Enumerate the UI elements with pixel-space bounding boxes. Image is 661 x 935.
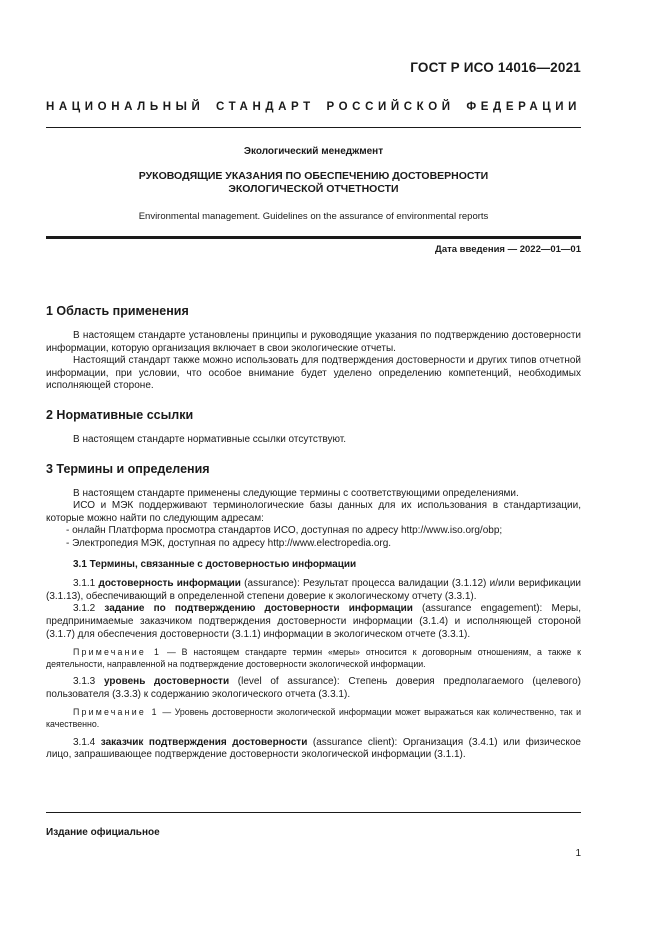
note — [46, 707, 581, 730]
standard-code: ГОСТ Р ИСО 14016—2021 — [410, 60, 581, 75]
term-name: задание по подтверждению достоверности информации — [104, 603, 413, 615]
list-item: - онлайн Платформа просмотра стандартов ИСО, доступная по адресу http://www.iso.org/obp; — [66, 525, 503, 537]
header-divider — [46, 127, 581, 128]
term-number: 3.1.4 — [73, 736, 101, 748]
domain-line: Экологический менеджмент — [243, 146, 384, 157]
note-text: — В настоящем стандарте термин «меры» относится к договорным отношениям, а также к деятельности, направленной на подтверждение достоверности экологической информации. — [46, 647, 581, 669]
section-terms — [46, 461, 581, 762]
introduction-date: Дата введения — 2022—01—01 — [435, 244, 581, 255]
subsection-heading: 3.1 Термины, связанные с достоверностью информации — [73, 558, 357, 570]
term-3-1-1 — [46, 578, 581, 603]
term-definition: (assurance): Результат процесса валидации (3.1.12) и/или верификации (3.1.13), обеспечивающий в определенной степени доверие к экологическому отчету (3.3.1). — [46, 578, 581, 602]
document-title — [46, 170, 581, 196]
section-heading: 2 Нормативные ссылки — [46, 407, 194, 422]
page-number: 1 — [575, 848, 581, 859]
term-3-1-2 — [46, 603, 581, 641]
note-text: — Уровень достоверности экологической информации может выражаться как количественно, так и качественно. — [46, 707, 581, 730]
term-definition: (level of assurance): Степень доверия предполагаемого (целевого) пользователя (3.3.3) к содержанию экологического отчета (3.3.1). — [46, 676, 581, 700]
term-definition: (assurance client): Организация (3.4.1) или физическое лицо, запрашивающее подтверждение достоверности экологической информации (3.1.1). — [46, 736, 581, 761]
footer-divider — [46, 812, 581, 813]
term-name: уровень достоверности — [103, 676, 230, 688]
title-divider — [46, 236, 581, 239]
term-number: 3.1.3 — [73, 676, 104, 688]
document-title-line-1: РУКОВОДЯЩИЕ УКАЗАНИЯ ПО ОБЕСПЕЧЕНИЮ ДОСТОВЕРНОСТИ — [138, 170, 489, 182]
paragraph: В настоящем стандарте установлены принципы и руководящие указания по подтверждению достоверности информации, которую организация включает в свои экологические отчеты. — [46, 330, 581, 354]
section-scope — [46, 303, 581, 393]
official-edition-label: Издание официальное — [46, 827, 160, 838]
term-number: 3.1.2 — [73, 603, 105, 615]
document-title-line-2: ЭКОЛОГИЧЕСКОЙ ОТЧЕТНОСТИ — [228, 183, 399, 195]
list-item: - Электропедия МЭК, доступная по адресу http://www.electropedia.org. — [66, 537, 392, 549]
term-name: достоверность информации — [98, 578, 241, 590]
note-label: Примечание 1 — [73, 647, 162, 658]
section-heading: 1 Область применения — [46, 304, 189, 318]
note-label: Примечание 1 — [73, 707, 159, 718]
section-heading: 3 Термины и определения — [46, 461, 210, 476]
term-name: заказчик подтверждения достоверности — [100, 736, 308, 748]
paragraph: В настоящем стандарте применены следующие термины с соответствующими определениями. — [73, 487, 519, 499]
term-3-1-4 — [46, 737, 581, 762]
national-standard-title: НАЦИОНАЛЬНЫЙ СТАНДАРТ РОССИЙСКОЙ ФЕДЕРАЦИИ — [46, 101, 581, 113]
paragraph: В настоящем стандарте нормативные ссылки отсутствуют. — [73, 433, 347, 445]
main-content — [46, 303, 581, 776]
term-definition: (assurance engagement): Меры, предпринимаемые заказчиком подтверждения достоверности информации (3.1.4) и исполняющей стороной (3.1.7) для обеспечения достоверности (3.1.1) информации в экологическом отчете (3.3.1). — [46, 603, 581, 640]
term-number: 3.1.1 — [73, 578, 99, 590]
section-normative-references — [46, 407, 581, 447]
note — [46, 647, 581, 670]
paragraph: ИСО и МЭК поддерживают терминологические базы данных для их использования в стандартизации, которые можно найти по следующим адресам: — [46, 500, 581, 524]
english-title: Environmental management. Guidelines on the assurance of environmental reports — [138, 211, 489, 222]
paragraph: Настоящий стандарт также можно использовать для подтверждения достоверности и других типов отчетной информации, при условии, что особое внимание будет уделено определению компетенций, необходимых исполняющей стороне. — [46, 355, 581, 392]
term-3-1-3 — [46, 676, 581, 701]
